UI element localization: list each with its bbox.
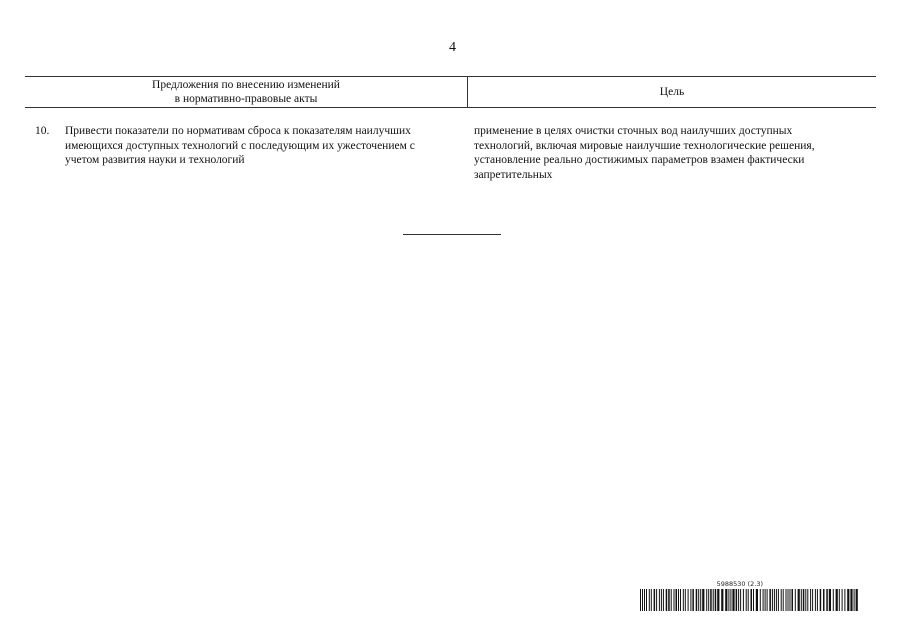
barcode-bar bbox=[772, 589, 773, 611]
proposal-line: имеющихся доступных технологий с последующим их ужесточением с bbox=[65, 139, 415, 152]
barcode-bar bbox=[829, 589, 831, 611]
barcode-bar bbox=[685, 589, 686, 611]
barcode-bar bbox=[856, 589, 858, 611]
barcode-bar bbox=[710, 589, 712, 611]
barcode-bar bbox=[820, 589, 822, 611]
barcode-bar bbox=[678, 589, 679, 611]
page-number: 4 bbox=[449, 40, 456, 55]
barcode-bar bbox=[708, 589, 709, 611]
goal-line: запретительных bbox=[474, 168, 553, 181]
barcode-bar bbox=[644, 589, 645, 611]
barcode-bar bbox=[748, 589, 749, 611]
barcode-bar bbox=[765, 589, 766, 611]
barcode-bar bbox=[676, 589, 678, 611]
barcode-bar bbox=[753, 589, 754, 611]
barcode-bar bbox=[781, 589, 782, 611]
barcode-bar bbox=[713, 589, 714, 611]
barcode-bar bbox=[807, 589, 808, 611]
barcode-bar bbox=[850, 589, 852, 611]
barcode-bar bbox=[839, 589, 840, 611]
barcode-bar bbox=[788, 589, 789, 611]
barcode-bar bbox=[690, 589, 691, 611]
barcode-bar bbox=[692, 589, 694, 611]
barcode-bar bbox=[651, 589, 652, 611]
barcode-bar bbox=[760, 589, 761, 611]
barcode-bar bbox=[842, 589, 843, 611]
barcode-bar bbox=[706, 589, 707, 611]
barcode-bar bbox=[656, 589, 657, 611]
barcode-bar bbox=[730, 589, 731, 611]
barcode-bar bbox=[801, 589, 802, 611]
barcode-bar bbox=[795, 589, 796, 611]
barcode-bar bbox=[740, 589, 741, 611]
barcode-bar bbox=[767, 589, 768, 611]
barcode-bar bbox=[778, 589, 779, 611]
barcode-bar bbox=[817, 589, 818, 611]
row-number: 10. bbox=[35, 125, 50, 137]
goal-line: применение в целях очистки сточных вод наилучших доступных bbox=[474, 125, 793, 137]
barcode-bar bbox=[696, 589, 698, 611]
barcode-bar bbox=[659, 589, 660, 611]
barcode-bar bbox=[717, 589, 719, 611]
proposal-line: Привести показатели по нормативам сброса к показателям наилучших bbox=[65, 125, 411, 137]
barcode-bar bbox=[654, 589, 656, 611]
barcode-bar bbox=[844, 589, 845, 611]
barcode-bar bbox=[700, 589, 701, 611]
barcode-bar bbox=[732, 589, 734, 611]
barcode-bar bbox=[715, 589, 717, 611]
barcode-bar bbox=[728, 589, 729, 611]
barcode-bars bbox=[640, 589, 858, 611]
header-goal: Цель bbox=[659, 86, 685, 98]
barcode-bar bbox=[666, 589, 668, 611]
goal-line: установление реально достижимых параметров взамен фактически bbox=[474, 154, 805, 166]
barcode-bar bbox=[833, 589, 834, 611]
barcode-bar bbox=[646, 589, 647, 611]
barcode-code: 5988530 (2.3) bbox=[716, 580, 763, 588]
barcode-bar bbox=[854, 589, 855, 611]
barcode-bar bbox=[783, 589, 784, 611]
barcode-bar bbox=[810, 589, 811, 611]
barcode-bar bbox=[661, 589, 662, 611]
barcode-bar bbox=[798, 589, 800, 611]
barcode-bar bbox=[746, 589, 747, 611]
goal-line: технологий, включая мировые наилучшие технологические решения, bbox=[474, 139, 815, 152]
barcode-bar bbox=[663, 589, 664, 611]
barcode-bar bbox=[721, 589, 723, 611]
barcode-bar bbox=[812, 589, 813, 611]
barcode-bar bbox=[803, 589, 805, 611]
barcode-bar bbox=[776, 589, 777, 611]
barcode-bar bbox=[640, 589, 641, 611]
barcode-bar bbox=[738, 589, 739, 611]
barcode-bar bbox=[769, 589, 771, 611]
barcode-bar bbox=[702, 589, 704, 611]
barcode-bar bbox=[674, 589, 675, 611]
barcode-bar bbox=[792, 589, 794, 611]
barcode-bar bbox=[756, 589, 758, 611]
barcode-bar bbox=[836, 589, 838, 611]
barcode-bar bbox=[725, 589, 727, 611]
barcode-bar bbox=[688, 589, 689, 611]
row-proposal bbox=[65, 124, 475, 168]
row-goal bbox=[474, 124, 874, 182]
header-proposals-line1: Предложения по внесению изменений bbox=[152, 79, 340, 91]
barcode-bar bbox=[786, 589, 787, 611]
barcode-bar bbox=[774, 589, 775, 611]
barcode-bar bbox=[698, 589, 699, 611]
barcode-bar bbox=[815, 589, 816, 611]
barcode-bar bbox=[805, 589, 806, 611]
barcode-bar bbox=[743, 589, 744, 611]
barcode-bar bbox=[642, 589, 643, 611]
barcode bbox=[640, 580, 858, 612]
barcode-bar bbox=[668, 589, 670, 611]
end-rule bbox=[403, 234, 501, 235]
barcode-bar bbox=[736, 589, 738, 611]
barcode-bar bbox=[671, 589, 672, 611]
barcode-bar bbox=[683, 589, 684, 611]
barcode-bar bbox=[826, 589, 828, 611]
header-proposals bbox=[25, 77, 468, 107]
barcode-bar bbox=[751, 589, 753, 611]
barcode-bar bbox=[649, 589, 650, 611]
proposal-line: учетом развития науки и технологий bbox=[65, 154, 245, 166]
barcode-bar bbox=[847, 589, 849, 611]
barcode-bar bbox=[790, 589, 791, 611]
barcode-bar bbox=[680, 589, 681, 611]
table-header bbox=[25, 76, 876, 108]
barcode-bar bbox=[763, 589, 764, 611]
barcode-bar bbox=[823, 589, 825, 611]
header-proposals-line2: в нормативно-правовые акты bbox=[174, 93, 318, 105]
